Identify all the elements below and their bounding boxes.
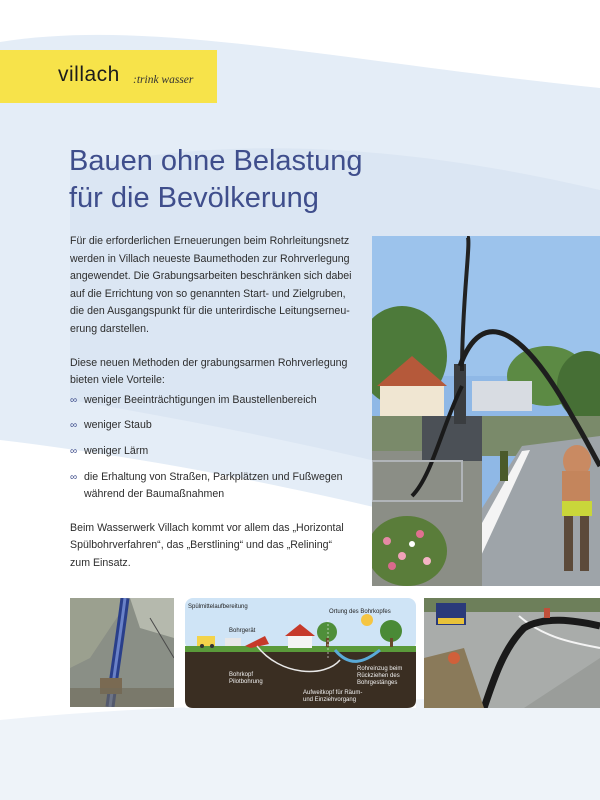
page-title	[69, 143, 389, 217]
text-line: weniger Lärm	[84, 444, 149, 457]
text-line: erung darstellen.	[70, 322, 149, 335]
body-text	[70, 233, 365, 589]
text-line: weniger Staub	[84, 419, 152, 432]
text-line: werden in Villach neueste Baumethoden zur Rohrverlegung	[70, 252, 350, 265]
text-line: angewendet. Die Grabungsarbeiten beschränken sich dabei	[70, 270, 352, 283]
text-line: bieten viele Vorteile:	[70, 374, 165, 387]
text-line: die Erhaltung von Straßen, Parkplätzen und Fußwegen	[84, 470, 343, 483]
logo-band	[0, 50, 217, 103]
diagram-label-mud: Spülmittelaufbereitung	[188, 604, 248, 610]
diagram-label-locating: Ortung des Bohrkopfes	[329, 609, 391, 615]
text-line: Beim Wasserwerk Villach kommt vor allem das „Horizontal	[70, 521, 344, 534]
diagram-label-head: Bohrkopf Pilotbohrung	[229, 672, 263, 685]
title-line-1: Bauen ohne Belastung	[69, 145, 363, 177]
photo-drilling-site	[372, 236, 600, 586]
text-line: weniger Beeinträchtigungen im Baustellenbereich	[84, 393, 317, 406]
pipe-symbol-icon: ∞	[70, 394, 78, 406]
photo-street-pipe	[424, 598, 600, 708]
text-line: auf die Errichtung von so genannten Start- und Zielgruben,	[70, 287, 346, 300]
diagram-directional-drilling	[185, 598, 416, 708]
advantages-list	[70, 392, 365, 504]
intro-paragraph	[70, 233, 365, 339]
advantage-item	[70, 469, 365, 504]
text-line: zum Einsatz.	[70, 556, 131, 569]
title-line-2: für die Bevölkerung	[69, 182, 319, 214]
photo-pipe-trench	[70, 598, 174, 707]
advantage-item	[70, 443, 365, 461]
text-line: Diese neuen Methoden der grabungsarmen Rohrverlegung	[70, 356, 348, 369]
text-line: die den Ausgangspunkt für die unterirdische Leitungserneu-	[70, 305, 350, 318]
advantage-item	[70, 417, 365, 435]
pipe-symbol-icon: ∞	[70, 420, 78, 432]
closing-paragraph	[70, 520, 365, 573]
brand-logo[interactable]: villach	[58, 63, 120, 86]
brand-tagline: :trink wasser	[133, 74, 194, 86]
diagram-label-rig: Bohrgerät	[229, 628, 256, 634]
text-line: Für die erforderlichen Erneuerungen beim Rohrleitungsnetz	[70, 235, 350, 247]
advantages-intro	[70, 355, 365, 390]
pipe-symbol-icon: ∞	[70, 445, 78, 457]
diagram-label-reamer: Aufweitkopf für Räum- und Einziehvorgang	[303, 690, 363, 703]
text-line: Spülbohrverfahren“, das „Berstlining“ und das „Relining“	[70, 539, 333, 552]
pipe-symbol-icon: ∞	[70, 471, 78, 483]
text-line: während der Baumaßnahmen	[84, 488, 225, 501]
diagram-label-pullback: Rohreinzug beim Rückziehen des Bohrgestänges	[357, 666, 403, 686]
advantage-item	[70, 392, 365, 410]
